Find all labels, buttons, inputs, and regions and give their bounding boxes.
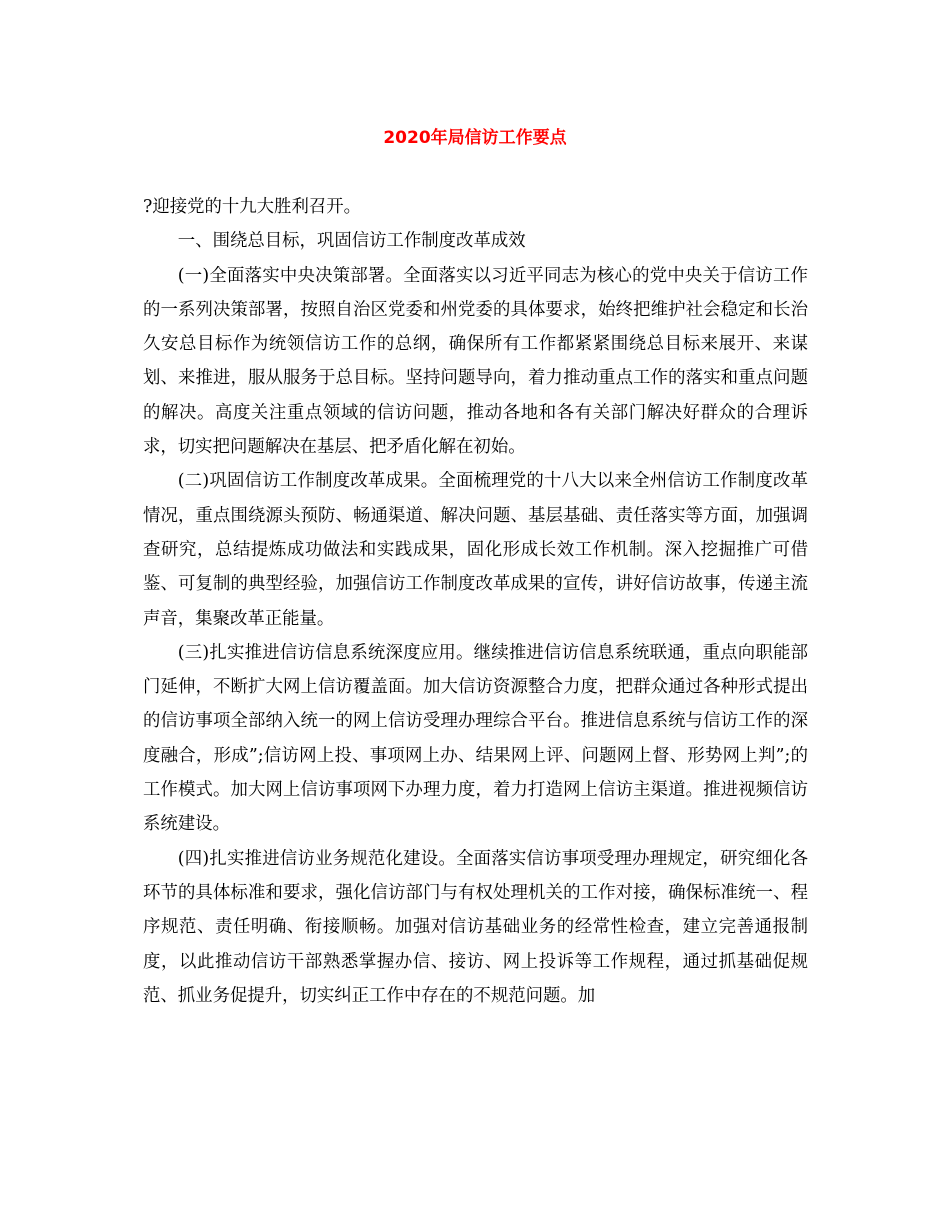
paragraph-2: (二)巩固信访工作制度改革成果。全面梳理党的十八大以来全州信访工作制度改革情况，重点围绕源头预防、畅通渠道、解决问题、基层基础、责任落实等方面，加强调查研究，总结提炼成功做法和实践成果，固化形成长效工作机制。深入挖掘推广可借鉴、可复制的典型经验，加强信访工作制度改革成果的宣传，讲好信访故事，传递主流声音，集聚改革正能量。 xyxy=(143,471,808,629)
section-heading: 一、围绕总目标，巩固信访工作制度改革成效 xyxy=(177,231,526,252)
document-title: 2020年局信访工作要点 xyxy=(383,128,567,148)
paragraph-4: (四)扎实推进信访业务规范化建设。全面落实信访事项受理办理规定，研究细化各环节的具体标准和要求，强化信访部门与有权处理机关的工作对接，确保标准统一、程序规范、责任明确、衔接顺畅。加强对信访基础业务的经常性检查，建立完善通报制度，以此推动信访干部熟悉掌握办信、接访、网上投诉等工作规程，通过抓基础促规范、抓业务促提升，切实纠正工作中存在的不规范问题。加 xyxy=(143,848,808,1006)
paragraph-3: (三)扎实推进信访信息系统深度应用。继续推进信访信息系统联通，重点向职能部门延伸，不断扩大网上信访覆盖面。加大信访资源整合力度，把群众通过各种形式提出的信访事项全部纳入统一的网上信访受理办理综合平台。推进信息系统与信访工作的深度融合，形成”;信访网上投、事项网上办、结果网上评、问题网上督、形势网上判”;的工作模式。加大网上信访事项网下办理力度，着力打造网上信访主渠道。推进视频信访系统建设。 xyxy=(143,642,808,835)
intro-line: ?迎接党的十九大胜利召开。 xyxy=(143,197,362,217)
paragraph-1: (一)全面落实中央决策部署。全面落实以习近平同志为核心的党中央关于信访工作的一系列决策部署，按照自治区党委和州党委的具体要求，始终把维护社会稳定和长治久安总目标作为统领信访工作的总纲，确保所有工作都紧紧围绕总目标来展开、来谋划、来推进，服从服务于总目标。坚持问题导向，着力推动重点工作的落实和重点问题的解决。高度关注重点领域的信访问题，推动各地和各有关部门解决好群众的合理诉求，切实把问题解决在基层、把矛盾化解在初始。 xyxy=(143,265,808,458)
document-body xyxy=(143,190,808,1013)
